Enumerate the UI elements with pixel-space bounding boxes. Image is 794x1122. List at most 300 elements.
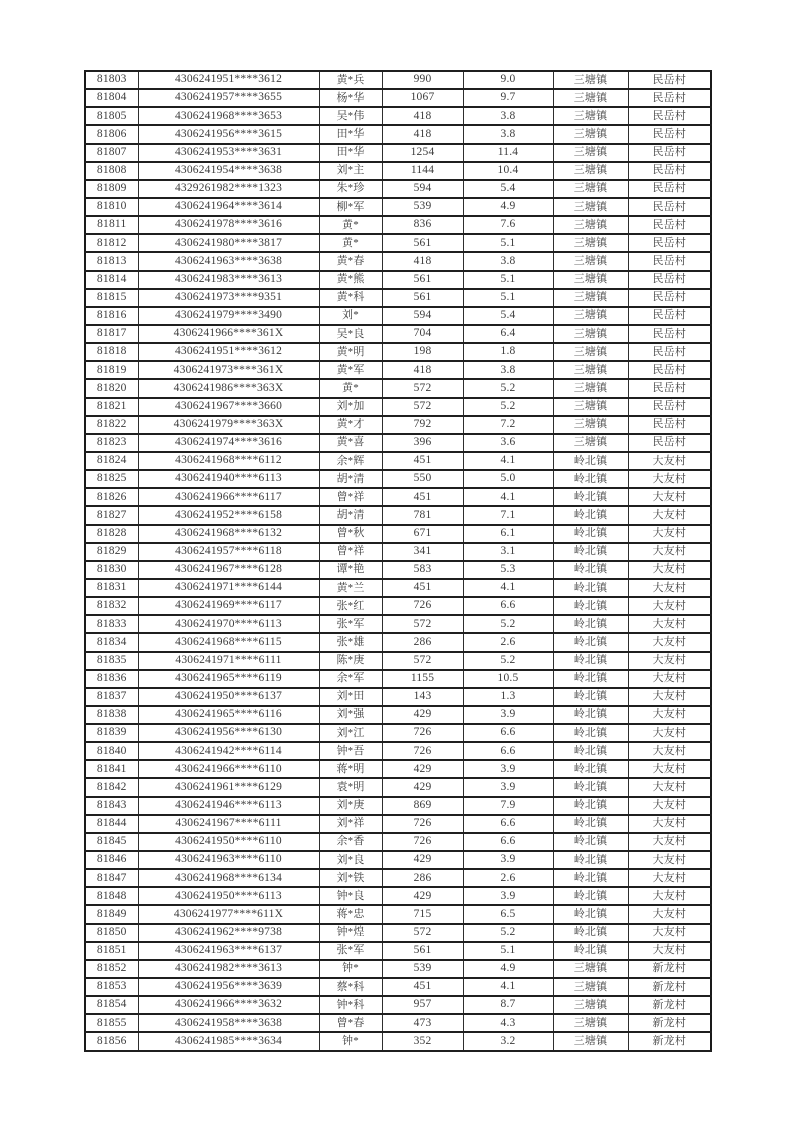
cell-name: 谭*艳 xyxy=(319,561,382,579)
cell-village: 大友村 xyxy=(628,633,711,651)
cell-name: 刘*铁 xyxy=(319,869,382,887)
cell-village: 大友村 xyxy=(628,652,711,670)
cell-id: 4306241973****9351 xyxy=(138,289,319,307)
cell-seq: 81853 xyxy=(85,978,138,996)
cell-id: 4306241956****3615 xyxy=(138,125,319,143)
cell-town: 岭北镇 xyxy=(553,506,628,524)
table-row xyxy=(85,452,711,470)
cell-id: 4306241980****3817 xyxy=(138,234,319,252)
cell-seq: 81856 xyxy=(85,1032,138,1050)
table-row xyxy=(85,307,711,325)
cell-town: 三塘镇 xyxy=(553,1014,628,1032)
cell-town: 岭北镇 xyxy=(553,543,628,561)
cell-town: 三塘镇 xyxy=(553,416,628,434)
cell-value2: 5.2 xyxy=(463,379,553,397)
cell-village: 民岳村 xyxy=(628,343,711,361)
cell-value2: 5.1 xyxy=(463,234,553,252)
cell-name: 刘*良 xyxy=(319,851,382,869)
cell-seq: 81850 xyxy=(85,924,138,942)
cell-value1: 429 xyxy=(382,887,463,905)
table-row xyxy=(85,869,711,887)
cell-town: 岭北镇 xyxy=(553,797,628,815)
cell-value2: 3.9 xyxy=(463,851,553,869)
cell-town: 三塘镇 xyxy=(553,1032,628,1050)
cell-name: 余*香 xyxy=(319,833,382,851)
cell-seq: 81854 xyxy=(85,996,138,1014)
cell-value1: 473 xyxy=(382,1014,463,1032)
cell-value2: 4.3 xyxy=(463,1014,553,1032)
cell-value2: 6.6 xyxy=(463,815,553,833)
cell-value2: 10.4 xyxy=(463,162,553,180)
cell-name: 吴*伟 xyxy=(319,107,382,125)
cell-id: 4306241965****6116 xyxy=(138,706,319,724)
cell-seq: 81804 xyxy=(85,89,138,107)
cell-name: 蒋*明 xyxy=(319,760,382,778)
cell-value1: 396 xyxy=(382,434,463,452)
cell-id: 4306241967****6128 xyxy=(138,561,319,579)
cell-village: 大友村 xyxy=(628,887,711,905)
cell-id: 4306241966****361X xyxy=(138,325,319,343)
cell-value1: 990 xyxy=(382,71,463,89)
cell-value2: 2.6 xyxy=(463,633,553,651)
cell-village: 大友村 xyxy=(628,561,711,579)
cell-name: 曾*祥 xyxy=(319,543,382,561)
cell-town: 三塘镇 xyxy=(553,216,628,234)
table-row xyxy=(85,488,711,506)
cell-seq: 81832 xyxy=(85,597,138,615)
cell-value2: 3.8 xyxy=(463,107,553,125)
cell-id: 4306241966****6110 xyxy=(138,760,319,778)
cell-town: 岭北镇 xyxy=(553,470,628,488)
cell-village: 大友村 xyxy=(628,742,711,760)
roster-table xyxy=(84,70,712,1052)
cell-name: 张*红 xyxy=(319,597,382,615)
cell-seq: 81847 xyxy=(85,869,138,887)
cell-name: 黄*兰 xyxy=(319,579,382,597)
cell-town: 岭北镇 xyxy=(553,905,628,923)
cell-value2: 5.2 xyxy=(463,652,553,670)
cell-id: 4306241979****3490 xyxy=(138,307,319,325)
cell-id: 4306241971****6111 xyxy=(138,652,319,670)
cell-name: 刘*江 xyxy=(319,724,382,742)
cell-id: 4306241982****3613 xyxy=(138,960,319,978)
cell-value2: 7.2 xyxy=(463,416,553,434)
cell-seq: 81814 xyxy=(85,271,138,289)
cell-name: 朱*珍 xyxy=(319,180,382,198)
table-row xyxy=(85,107,711,125)
cell-seq: 81824 xyxy=(85,452,138,470)
table-row xyxy=(85,506,711,524)
table-row xyxy=(85,887,711,905)
table-row xyxy=(85,180,711,198)
cell-value2: 4.1 xyxy=(463,452,553,470)
table-row xyxy=(85,470,711,488)
cell-value1: 561 xyxy=(382,271,463,289)
cell-value2: 4.1 xyxy=(463,488,553,506)
cell-village: 新龙村 xyxy=(628,960,711,978)
cell-id: 4306241967****3660 xyxy=(138,398,319,416)
cell-village: 大友村 xyxy=(628,724,711,742)
cell-seq: 81819 xyxy=(85,361,138,379)
cell-seq: 81828 xyxy=(85,525,138,543)
cell-id: 4306241970****6113 xyxy=(138,615,319,633)
cell-town: 岭北镇 xyxy=(553,652,628,670)
cell-name: 张*军 xyxy=(319,942,382,960)
cell-seq: 81825 xyxy=(85,470,138,488)
cell-town: 三塘镇 xyxy=(553,71,628,89)
cell-name: 钟*科 xyxy=(319,996,382,1014)
cell-name: 胡*清 xyxy=(319,506,382,524)
table-row xyxy=(85,543,711,561)
cell-id: 4306241951****3612 xyxy=(138,71,319,89)
cell-name: 黄*才 xyxy=(319,416,382,434)
table-row xyxy=(85,652,711,670)
cell-id: 4306241961****6129 xyxy=(138,778,319,796)
cell-name: 黄* xyxy=(319,379,382,397)
cell-id: 4306241963****3638 xyxy=(138,252,319,270)
cell-village: 大友村 xyxy=(628,579,711,597)
cell-value2: 6.4 xyxy=(463,325,553,343)
cell-town: 三塘镇 xyxy=(553,996,628,1014)
cell-id: 4306241968****3653 xyxy=(138,107,319,125)
cell-name: 钟* xyxy=(319,1032,382,1050)
cell-seq: 81839 xyxy=(85,724,138,742)
cell-name: 黄*兵 xyxy=(319,71,382,89)
cell-name: 钟*良 xyxy=(319,887,382,905)
cell-id: 4306241950****6137 xyxy=(138,688,319,706)
cell-value1: 286 xyxy=(382,633,463,651)
cell-name: 刘* xyxy=(319,307,382,325)
cell-value2: 7.6 xyxy=(463,216,553,234)
cell-village: 大友村 xyxy=(628,869,711,887)
cell-town: 三塘镇 xyxy=(553,434,628,452)
cell-village: 大友村 xyxy=(628,452,711,470)
cell-value1: 726 xyxy=(382,815,463,833)
cell-seq: 81816 xyxy=(85,307,138,325)
cell-name: 钟* xyxy=(319,960,382,978)
cell-seq: 81831 xyxy=(85,579,138,597)
cell-village: 大友村 xyxy=(628,924,711,942)
cell-value2: 4.1 xyxy=(463,978,553,996)
cell-name: 黄*喜 xyxy=(319,434,382,452)
cell-town: 三塘镇 xyxy=(553,125,628,143)
cell-seq: 81811 xyxy=(85,216,138,234)
cell-town: 岭北镇 xyxy=(553,633,628,651)
cell-value2: 5.0 xyxy=(463,470,553,488)
cell-village: 新龙村 xyxy=(628,996,711,1014)
cell-town: 岭北镇 xyxy=(553,778,628,796)
cell-seq: 81855 xyxy=(85,1014,138,1032)
cell-town: 三塘镇 xyxy=(553,180,628,198)
cell-value2: 5.3 xyxy=(463,561,553,579)
cell-village: 大友村 xyxy=(628,597,711,615)
cell-seq: 81813 xyxy=(85,252,138,270)
table-row xyxy=(85,815,711,833)
cell-value2: 6.5 xyxy=(463,905,553,923)
cell-seq: 81829 xyxy=(85,543,138,561)
table-row xyxy=(85,851,711,869)
cell-village: 民岳村 xyxy=(628,234,711,252)
cell-id: 4306241952****6158 xyxy=(138,506,319,524)
cell-town: 三塘镇 xyxy=(553,89,628,107)
cell-village: 民岳村 xyxy=(628,162,711,180)
cell-name: 钟*煌 xyxy=(319,924,382,942)
cell-village: 民岳村 xyxy=(628,216,711,234)
cell-town: 岭北镇 xyxy=(553,924,628,942)
table-row xyxy=(85,289,711,307)
cell-value1: 1254 xyxy=(382,144,463,162)
table-row xyxy=(85,198,711,216)
table-row xyxy=(85,615,711,633)
cell-seq: 81815 xyxy=(85,289,138,307)
cell-value1: 671 xyxy=(382,525,463,543)
cell-value1: 143 xyxy=(382,688,463,706)
cell-value1: 451 xyxy=(382,579,463,597)
cell-value2: 9.7 xyxy=(463,89,553,107)
cell-id: 4306241962****9738 xyxy=(138,924,319,942)
cell-village: 民岳村 xyxy=(628,107,711,125)
cell-value2: 6.6 xyxy=(463,742,553,760)
cell-village: 大友村 xyxy=(628,833,711,851)
cell-value1: 726 xyxy=(382,597,463,615)
table-row xyxy=(85,361,711,379)
cell-name: 田*华 xyxy=(319,144,382,162)
cell-value1: 429 xyxy=(382,851,463,869)
cell-value2: 5.1 xyxy=(463,942,553,960)
cell-name: 余*辉 xyxy=(319,452,382,470)
cell-town: 岭北镇 xyxy=(553,942,628,960)
cell-value1: 561 xyxy=(382,942,463,960)
cell-village: 大友村 xyxy=(628,851,711,869)
cell-seq: 81835 xyxy=(85,652,138,670)
cell-village: 民岳村 xyxy=(628,416,711,434)
cell-name: 黄*春 xyxy=(319,252,382,270)
cell-village: 民岳村 xyxy=(628,198,711,216)
table-row xyxy=(85,797,711,815)
cell-id: 4306241963****6110 xyxy=(138,851,319,869)
cell-town: 三塘镇 xyxy=(553,960,628,978)
cell-value2: 5.2 xyxy=(463,398,553,416)
cell-town: 三塘镇 xyxy=(553,198,628,216)
cell-seq: 81821 xyxy=(85,398,138,416)
table-row xyxy=(85,216,711,234)
table-row xyxy=(85,379,711,397)
table-row xyxy=(85,398,711,416)
table-row xyxy=(85,561,711,579)
cell-value2: 5.4 xyxy=(463,307,553,325)
cell-town: 岭北镇 xyxy=(553,760,628,778)
cell-village: 民岳村 xyxy=(628,144,711,162)
cell-seq: 81834 xyxy=(85,633,138,651)
cell-value1: 352 xyxy=(382,1032,463,1050)
table-row xyxy=(85,416,711,434)
cell-name: 陈*庚 xyxy=(319,652,382,670)
cell-name: 黄*熊 xyxy=(319,271,382,289)
cell-value2: 3.1 xyxy=(463,543,553,561)
cell-town: 三塘镇 xyxy=(553,162,628,180)
cell-town: 岭北镇 xyxy=(553,579,628,597)
cell-seq: 81810 xyxy=(85,198,138,216)
table-row xyxy=(85,162,711,180)
cell-town: 岭北镇 xyxy=(553,525,628,543)
cell-value1: 429 xyxy=(382,760,463,778)
table-row xyxy=(85,271,711,289)
cell-town: 三塘镇 xyxy=(553,271,628,289)
cell-name: 田*华 xyxy=(319,125,382,143)
cell-id: 4306241968****6134 xyxy=(138,869,319,887)
cell-name: 黄*军 xyxy=(319,361,382,379)
cell-id: 4306241969****6117 xyxy=(138,597,319,615)
cell-value1: 539 xyxy=(382,198,463,216)
table-row xyxy=(85,706,711,724)
cell-id: 4306241979****363X xyxy=(138,416,319,434)
table-row xyxy=(85,234,711,252)
cell-town: 三塘镇 xyxy=(553,343,628,361)
cell-value2: 6.1 xyxy=(463,525,553,543)
cell-seq: 81852 xyxy=(85,960,138,978)
table-row xyxy=(85,724,711,742)
cell-value2: 1.3 xyxy=(463,688,553,706)
table-row xyxy=(85,688,711,706)
table-row xyxy=(85,1014,711,1032)
cell-value2: 11.4 xyxy=(463,144,553,162)
cell-village: 大友村 xyxy=(628,688,711,706)
cell-name: 黄* xyxy=(319,234,382,252)
cell-id: 4306241968****6132 xyxy=(138,525,319,543)
cell-value1: 572 xyxy=(382,379,463,397)
cell-name: 胡*清 xyxy=(319,470,382,488)
cell-value2: 5.1 xyxy=(463,271,553,289)
cell-town: 岭北镇 xyxy=(553,833,628,851)
cell-town: 三塘镇 xyxy=(553,307,628,325)
cell-value2: 3.9 xyxy=(463,778,553,796)
cell-value2: 3.9 xyxy=(463,887,553,905)
cell-town: 岭北镇 xyxy=(553,597,628,615)
table-row xyxy=(85,833,711,851)
cell-value2: 3.8 xyxy=(463,125,553,143)
cell-value1: 572 xyxy=(382,924,463,942)
cell-id: 4306241968****6115 xyxy=(138,633,319,651)
cell-value1: 836 xyxy=(382,216,463,234)
table-row xyxy=(85,597,711,615)
cell-village: 民岳村 xyxy=(628,89,711,107)
cell-id: 4306241950****6113 xyxy=(138,887,319,905)
cell-town: 三塘镇 xyxy=(553,978,628,996)
cell-id: 4306241957****3655 xyxy=(138,89,319,107)
cell-seq: 81841 xyxy=(85,760,138,778)
cell-id: 4306241956****6130 xyxy=(138,724,319,742)
table-row xyxy=(85,633,711,651)
cell-value2: 4.9 xyxy=(463,198,553,216)
cell-seq: 81845 xyxy=(85,833,138,851)
cell-value1: 1067 xyxy=(382,89,463,107)
cell-name: 张*雄 xyxy=(319,633,382,651)
cell-village: 大友村 xyxy=(628,905,711,923)
cell-name: 刘*祥 xyxy=(319,815,382,833)
cell-town: 三塘镇 xyxy=(553,107,628,125)
cell-town: 三塘镇 xyxy=(553,379,628,397)
cell-value2: 4.1 xyxy=(463,579,553,597)
cell-id: 4306241957****6118 xyxy=(138,543,319,561)
cell-village: 大友村 xyxy=(628,506,711,524)
cell-value1: 572 xyxy=(382,615,463,633)
cell-seq: 81823 xyxy=(85,434,138,452)
cell-town: 三塘镇 xyxy=(553,289,628,307)
cell-seq: 81803 xyxy=(85,71,138,89)
cell-town: 岭北镇 xyxy=(553,688,628,706)
cell-village: 大友村 xyxy=(628,760,711,778)
cell-value2: 5.2 xyxy=(463,924,553,942)
cell-id: 4306241940****6113 xyxy=(138,470,319,488)
cell-seq: 81807 xyxy=(85,144,138,162)
cell-name: 黄*科 xyxy=(319,289,382,307)
table-row xyxy=(85,996,711,1014)
cell-seq: 81806 xyxy=(85,125,138,143)
cell-value2: 3.6 xyxy=(463,434,553,452)
cell-value2: 4.9 xyxy=(463,960,553,978)
cell-name: 张*军 xyxy=(319,615,382,633)
cell-village: 新龙村 xyxy=(628,1032,711,1050)
cell-id: 4306241966****3632 xyxy=(138,996,319,1014)
cell-id: 4306241950****6110 xyxy=(138,833,319,851)
cell-id: 4306241965****6119 xyxy=(138,670,319,688)
cell-town: 岭北镇 xyxy=(553,815,628,833)
cell-value1: 429 xyxy=(382,778,463,796)
cell-name: 刘*庚 xyxy=(319,797,382,815)
cell-town: 岭北镇 xyxy=(553,742,628,760)
cell-seq: 81849 xyxy=(85,905,138,923)
table-row xyxy=(85,89,711,107)
cell-value2: 5.2 xyxy=(463,615,553,633)
cell-town: 岭北镇 xyxy=(553,670,628,688)
cell-id: 4306241954****3638 xyxy=(138,162,319,180)
cell-village: 大友村 xyxy=(628,778,711,796)
cell-village: 大友村 xyxy=(628,543,711,561)
table-row xyxy=(85,978,711,996)
cell-village: 民岳村 xyxy=(628,289,711,307)
table-row xyxy=(85,579,711,597)
cell-id: 4306241974****3616 xyxy=(138,434,319,452)
cell-value2: 3.2 xyxy=(463,1032,553,1050)
cell-name: 曾*祥 xyxy=(319,488,382,506)
cell-seq: 81833 xyxy=(85,615,138,633)
cell-value1: 594 xyxy=(382,307,463,325)
cell-id: 4306241986****363X xyxy=(138,379,319,397)
cell-village: 大友村 xyxy=(628,815,711,833)
cell-town: 岭北镇 xyxy=(553,706,628,724)
cell-town: 三塘镇 xyxy=(553,144,628,162)
cell-id: 4306241966****6117 xyxy=(138,488,319,506)
cell-value1: 561 xyxy=(382,234,463,252)
cell-id: 4306241983****3613 xyxy=(138,271,319,289)
cell-seq: 81822 xyxy=(85,416,138,434)
cell-value1: 341 xyxy=(382,543,463,561)
cell-value1: 726 xyxy=(382,833,463,851)
table-row xyxy=(85,760,711,778)
cell-town: 岭北镇 xyxy=(553,724,628,742)
cell-town: 岭北镇 xyxy=(553,851,628,869)
cell-seq: 81808 xyxy=(85,162,138,180)
cell-village: 新龙村 xyxy=(628,1014,711,1032)
cell-value2: 3.9 xyxy=(463,706,553,724)
cell-id: 4306241968****6112 xyxy=(138,452,319,470)
table-row xyxy=(85,434,711,452)
table-row xyxy=(85,252,711,270)
cell-value2: 3.9 xyxy=(463,760,553,778)
cell-seq: 81836 xyxy=(85,670,138,688)
cell-village: 大友村 xyxy=(628,797,711,815)
cell-value1: 418 xyxy=(382,361,463,379)
